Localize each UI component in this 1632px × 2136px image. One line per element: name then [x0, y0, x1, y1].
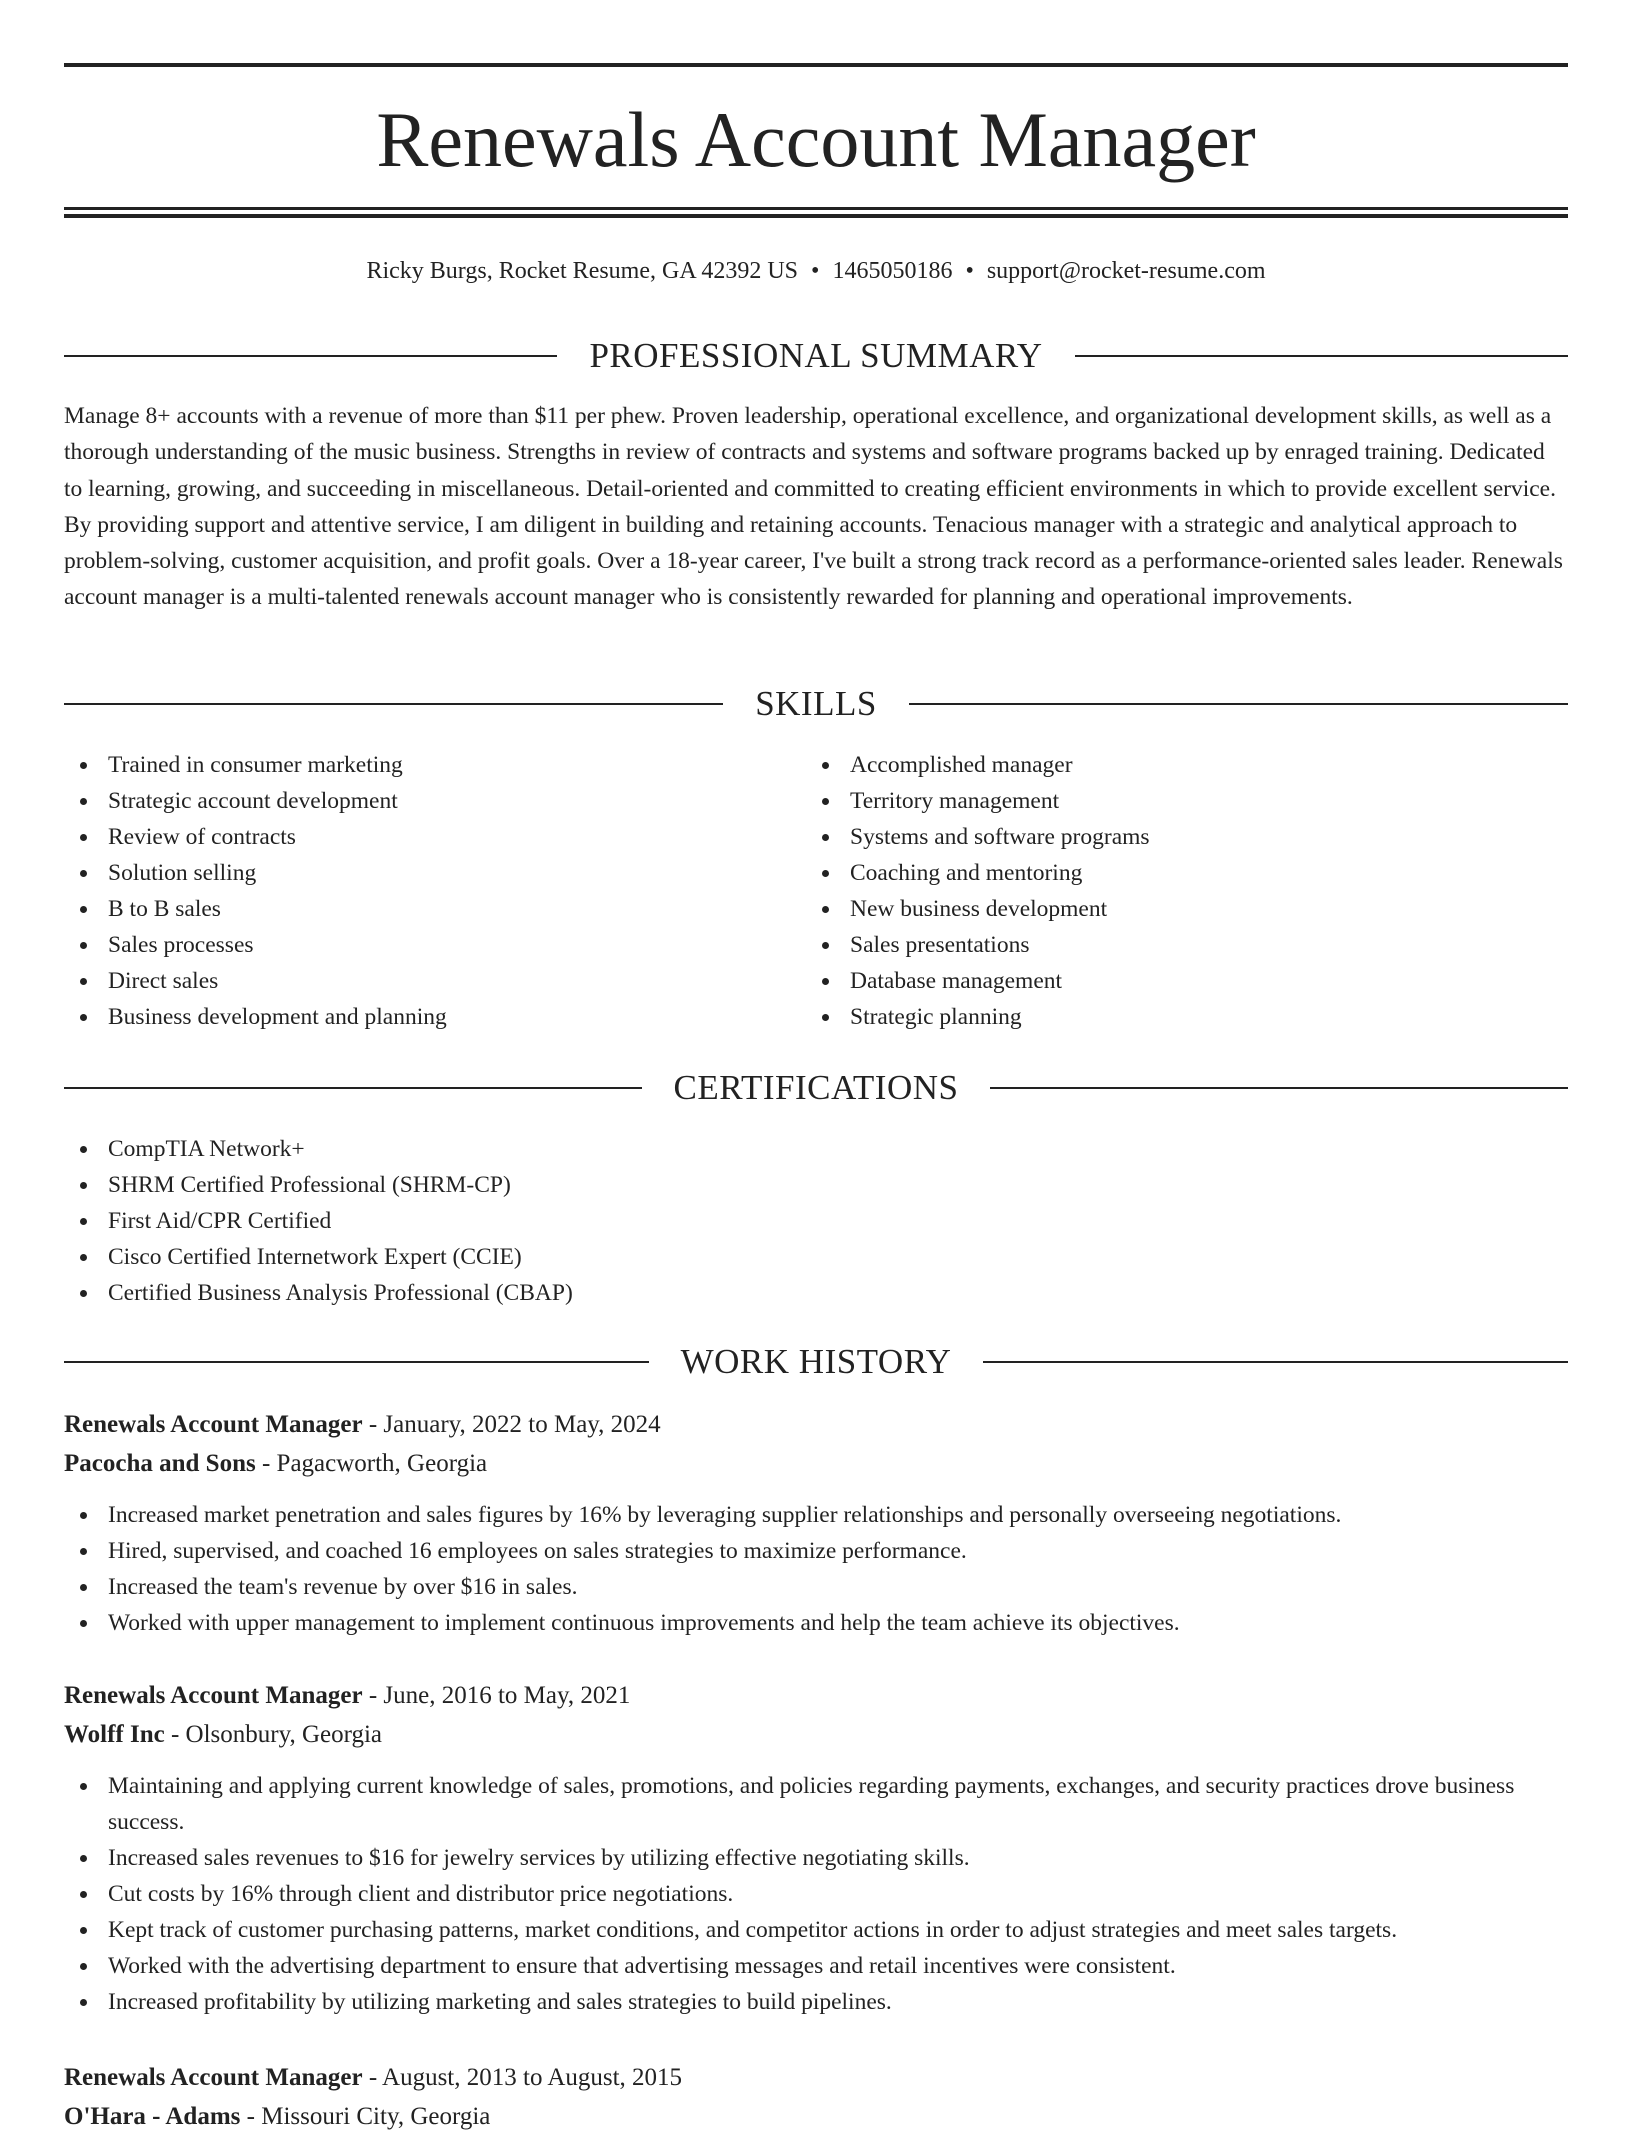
- work-history-heading-label: WORK HISTORY: [680, 1342, 952, 1381]
- job-dates: - August, 2013 to August, 2015: [362, 2064, 683, 2091]
- skill-item: Direct sales: [64, 963, 804, 999]
- certification-item: SHRM Certified Professional (SHRM-CP): [64, 1167, 1568, 1203]
- job-entry: [64, 1676, 1568, 2020]
- job-bullet: Kept track of customer purchasing patterns, market conditions, and competitor actions in order to adjust strategies and meet sales targets.: [64, 1912, 1568, 1948]
- job-entry: [64, 2058, 1568, 2136]
- divider: [909, 703, 1568, 705]
- job-bullet: Increased sales revenues to $16 for jewelry services by utilizing effective negotiating skills.: [64, 1840, 1568, 1876]
- job-location: - Missouri City, Georgia: [240, 2103, 491, 2130]
- skill-item: Sales presentations: [806, 927, 1568, 963]
- summary-heading-label: PROFESSIONAL SUMMARY: [589, 336, 1043, 375]
- skill-item: Solution selling: [64, 855, 804, 891]
- skill-item: Accomplished manager: [806, 747, 1568, 783]
- contact-line: [64, 254, 1568, 288]
- skill-item: Business development and planning: [64, 999, 804, 1035]
- top-rule: [64, 63, 1568, 67]
- skills-heading-label: SKILLS: [755, 684, 877, 723]
- skill-item: B to B sales: [64, 891, 804, 927]
- certification-item: CompTIA Network+: [64, 1131, 1568, 1167]
- divider: [64, 1087, 642, 1089]
- divider: [990, 1087, 1568, 1089]
- job-title-line: [64, 1405, 1568, 1444]
- job-title-line: [64, 2058, 1568, 2097]
- job-company-line: [64, 1444, 1568, 1483]
- job-company-line: [64, 1715, 1568, 1754]
- contact-separator: •: [965, 258, 974, 284]
- divider: [64, 703, 723, 705]
- divider: [64, 355, 557, 357]
- certifications-heading: [64, 1064, 1568, 1112]
- skill-item: Review of contracts: [64, 819, 804, 855]
- certification-item: Cisco Certified Internetwork Expert (CCIE): [64, 1239, 1568, 1275]
- skill-item: Territory management: [806, 783, 1568, 819]
- job-title: Renewals Account Manager: [64, 1682, 363, 1709]
- job-bullet: Increased the team's revenue by over $16 in sales.: [64, 1569, 1568, 1605]
- job-company-line: [64, 2097, 1568, 2136]
- certification-item: First Aid/CPR Certified: [64, 1203, 1568, 1239]
- skill-item: Coaching and mentoring: [806, 855, 1568, 891]
- job-company: Pacocha and Sons: [64, 1450, 256, 1477]
- job-bullet: Worked with upper management to implement continuous improvements and help the team achieve its objectives.: [64, 1605, 1568, 1641]
- job-bullet: Hired, supervised, and coached 16 employees on sales strategies to maximize performance.: [64, 1533, 1568, 1569]
- skill-item: Trained in consumer marketing: [64, 747, 804, 783]
- page-title: Renewals Account Manager: [376, 96, 1256, 183]
- job-company: O'Hara - Adams: [64, 2103, 241, 2130]
- skills-heading: [64, 680, 1568, 728]
- skill-item: Strategic planning: [806, 999, 1568, 1035]
- skill-item: Sales processes: [64, 927, 804, 963]
- job-bullet: Increased profitability by utilizing marketing and sales strategies to build pipelines.: [64, 1984, 1568, 2020]
- job-bullet: Maintaining and applying current knowledge of sales, promotions, and policies regarding payments, exchanges, and security practices drove business success.: [64, 1768, 1568, 1840]
- divider: [64, 1361, 649, 1363]
- job-entry: [64, 1405, 1568, 1641]
- job-location: - Pagacworth, Georgia: [255, 1450, 488, 1477]
- contact-phone: 1465050186: [832, 258, 953, 284]
- summary-text: Manage 8+ accounts with a revenue of more than $11 per phew. Proven leadership, operational excellence, and organizational development skills, as well as a thorough understanding of the music business. Strengths in review of contracts and systems and software programs backed up by enraged training. Dedicated to learning, growing, and succeeding in miscellaneous. Detail-oriented and committed to creating efficient environments in which to provide excellent service. By providing support and attentive service, I am diligent in building and retaining accounts. Tenacious manager with a strategic and analytical approach to problem-solving, customer acquisition, and profit goals. Over a 18-year career, I've built a strong track record as a performance-oriented sales leader. Renewals account manager is a multi-talented renewals account manager who is consistently rewarded for planning and operational improvements.: [64, 403, 1563, 611]
- job-bullets: [64, 1497, 1568, 1641]
- job-company: Wolff Inc: [64, 1721, 165, 1748]
- certifications-heading-label: CERTIFICATIONS: [673, 1068, 959, 1107]
- skill-item: Strategic account development: [64, 783, 804, 819]
- skills-list-left: [64, 747, 804, 1035]
- contact-address: Ricky Burgs, Rocket Resume, GA 42392 US: [366, 258, 799, 284]
- job-title: Renewals Account Manager: [64, 1411, 363, 1438]
- job-title: Renewals Account Manager: [64, 2064, 363, 2091]
- job-title-line: [64, 1676, 1568, 1715]
- job-dates: - June, 2016 to May, 2021: [362, 1682, 631, 1709]
- summary-heading: [64, 332, 1568, 380]
- skills-list-right: [806, 747, 1568, 1035]
- job-bullet: Worked with the advertising department to ensure that advertising messages and retail incentives were consistent.: [64, 1948, 1568, 1984]
- job-dates: - January, 2022 to May, 2024: [362, 1411, 661, 1438]
- contact-email: support@rocket-resume.com: [986, 258, 1266, 284]
- skill-item: Database management: [806, 963, 1568, 999]
- divider: [983, 1361, 1568, 1363]
- job-bullets: [64, 1768, 1568, 2020]
- certification-item: Certified Business Analysis Professional (CBAP): [64, 1275, 1568, 1311]
- job-location: - Olsonbury, Georgia: [164, 1721, 383, 1748]
- job-bullet: Cut costs by 16% through client and distributor price negotiations.: [64, 1876, 1568, 1912]
- skill-item: Systems and software programs: [806, 819, 1568, 855]
- job-bullet: Increased market penetration and sales figures by 16% by leveraging supplier relationships and personally overseeing negotiations.: [64, 1497, 1568, 1533]
- contact-separator: •: [811, 258, 820, 284]
- title-double-rule: [64, 207, 1568, 218]
- skill-item: New business development: [806, 891, 1568, 927]
- divider: [1075, 355, 1568, 357]
- work-history-heading: [64, 1338, 1568, 1386]
- certifications-list: [64, 1131, 1568, 1311]
